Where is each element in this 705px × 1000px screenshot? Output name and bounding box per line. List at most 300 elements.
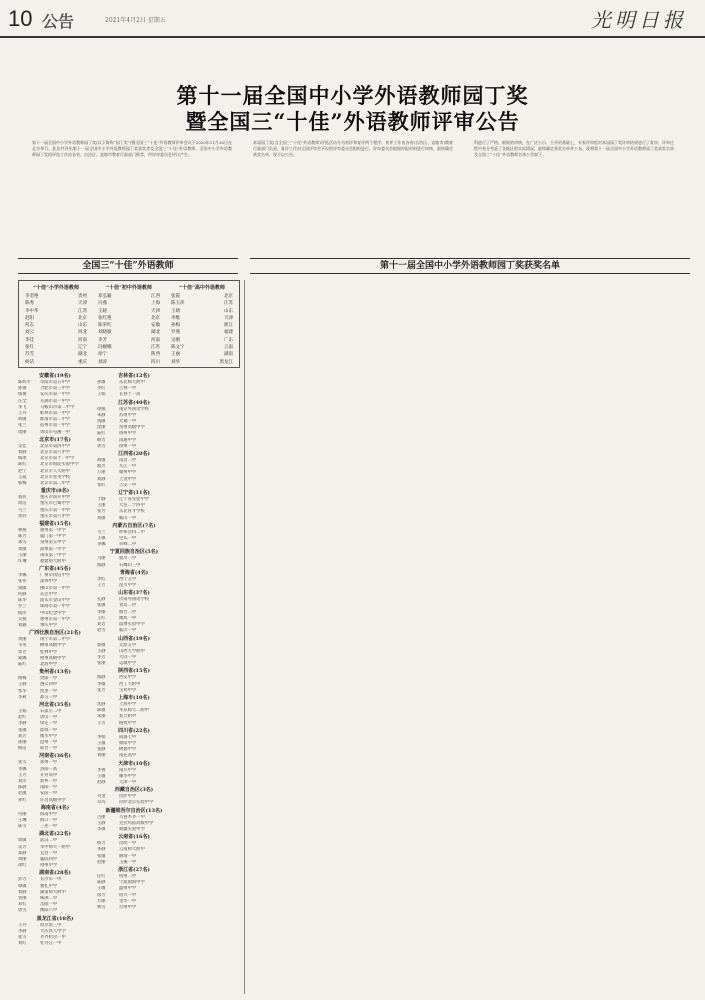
awardee-name: 李静 bbox=[18, 928, 27, 934]
awardee-name: 马丽 bbox=[97, 556, 106, 562]
awardee-name: 王丹 bbox=[18, 922, 27, 928]
awardee-school: 芜湖市第一中学 bbox=[40, 398, 71, 404]
awardee-name: 杨洋 bbox=[18, 610, 27, 616]
teacher-province: 安徽 bbox=[151, 323, 160, 329]
awardee-school: 安阳一中 bbox=[40, 791, 58, 797]
awardee-school: 梧州高级中学 bbox=[40, 655, 66, 661]
awardee-school: 重庆市第八中学 bbox=[40, 513, 71, 519]
awardee-name: 李娜 bbox=[97, 542, 106, 548]
awardee-name: 周丽 bbox=[18, 429, 27, 435]
issue-date: 2021年4月2日 星期五 bbox=[105, 17, 166, 24]
award-column bbox=[492, 372, 566, 994]
teacher-province: 河北 bbox=[78, 330, 87, 336]
headline-line-1: 第十一届全国中小学外语教师园丁奖 bbox=[176, 83, 529, 108]
awardee-name: 蒋雪 bbox=[97, 443, 106, 449]
awardee-school: 西宁五中 bbox=[119, 576, 137, 582]
shijia-entry bbox=[22, 359, 90, 366]
awardee-school: 长沙市一中 bbox=[40, 877, 62, 883]
awardee-name: 钱敏 bbox=[97, 419, 106, 425]
awardee-name: 王敏 bbox=[97, 886, 106, 892]
awardee-school: 佛山市第一中学 bbox=[40, 585, 71, 591]
awardee-school: 新疆实验中学 bbox=[119, 826, 145, 832]
award-column bbox=[571, 372, 645, 994]
awardee-school: 株洲二中 bbox=[40, 896, 58, 902]
awardee-school: 吉安一中 bbox=[119, 482, 137, 488]
teacher-province: 江苏 bbox=[224, 301, 233, 307]
awardee-school: 贵阳一中 bbox=[40, 676, 58, 682]
awardee-school: 沧州一中 bbox=[40, 739, 58, 745]
awardee-school: 南开中学 bbox=[119, 767, 137, 773]
awardee-name: 孔静 bbox=[97, 597, 106, 603]
shijia-entry bbox=[22, 300, 90, 307]
awardee-name: 杨洁 bbox=[18, 746, 27, 752]
province-heading: 宁夏回族自治区(5名) bbox=[109, 549, 159, 556]
awardee-school: 襄阳四中 bbox=[40, 857, 58, 862]
awardee-name: 汪全 bbox=[18, 398, 27, 404]
awardee-school: 北京市第八中学 bbox=[40, 450, 71, 456]
awardee-school: 福建师大附中 bbox=[40, 559, 66, 565]
province-heading: 江西省(20名) bbox=[118, 451, 150, 458]
awardee-school: 绍兴一中 bbox=[119, 892, 137, 898]
teacher-province: 北京 bbox=[78, 315, 87, 321]
teacher-name: 刘云 bbox=[25, 330, 34, 336]
awardee-school: 长春十一高 bbox=[119, 392, 141, 398]
awardee-school: 耀华中学 bbox=[119, 773, 137, 779]
awardee-school: 泉州第五中学 bbox=[40, 540, 66, 546]
awardee-name: 张芳 bbox=[97, 687, 106, 693]
teacher-province: 北京 bbox=[151, 315, 160, 321]
awardee-school: 银川一中 bbox=[119, 556, 137, 562]
awardee-name: 李丽 bbox=[97, 609, 106, 615]
awardee-school: 南阳一中 bbox=[40, 785, 58, 791]
teacher-name: 张红艳 bbox=[98, 315, 112, 321]
awardee-name: 张敏 bbox=[18, 727, 27, 733]
awardee-school: 北京市第十一中学 bbox=[40, 456, 75, 462]
awardee-school: 北海中学 bbox=[40, 661, 58, 667]
awardee-name: 王静 bbox=[97, 648, 106, 654]
awardee-school: 开封高中 bbox=[40, 772, 58, 778]
awardee-name: 孙俊 bbox=[18, 386, 27, 392]
shijia-entry bbox=[95, 359, 163, 366]
awardee-school: 遵义四中 bbox=[40, 682, 58, 688]
awardee-name: 赵红 bbox=[18, 715, 27, 721]
awardee-name: 邓红 bbox=[18, 902, 27, 908]
awardee-school: 中山纪念中学 bbox=[40, 610, 66, 616]
awardee-school: 杭州二中 bbox=[119, 873, 137, 879]
teacher-name: 刘涛 bbox=[98, 359, 107, 365]
awardee-name: 刘静 bbox=[97, 476, 106, 482]
province-heading: 河南省(36名) bbox=[39, 753, 71, 760]
awardee-name: 顾芳 bbox=[97, 437, 106, 443]
awardee-school: 曲靖一中 bbox=[119, 853, 137, 859]
teacher-province: 广东 bbox=[224, 337, 233, 343]
awardee-name: 韦英 bbox=[18, 643, 27, 649]
awardee-school: 北京市育英学校 bbox=[40, 474, 71, 480]
teacher-province: 天津 bbox=[151, 308, 160, 314]
awardee-name: 符丽 bbox=[18, 811, 27, 817]
awardee-school: 洛阳一高 bbox=[40, 766, 58, 772]
award-column bbox=[334, 372, 408, 994]
teacher-province: 黑龙江 bbox=[219, 359, 233, 365]
awardee-name: 陈静 bbox=[18, 785, 27, 791]
teacher-name: 陈荣红 bbox=[98, 323, 112, 329]
awardee-name: 梁敏 bbox=[18, 585, 27, 591]
awardee-name: 林燕 bbox=[18, 528, 27, 534]
teacher-name: 何志 bbox=[25, 323, 34, 329]
province-heading: 贵州省(13名) bbox=[39, 669, 71, 676]
awardee-name: 刘静 bbox=[18, 450, 27, 456]
awardee-name: 李敏 bbox=[97, 826, 106, 832]
awardee-school: 合肥市第三中学 bbox=[40, 386, 71, 392]
awardee-name: 郑静 bbox=[18, 850, 27, 856]
awardee-school: 宝鸡中学 bbox=[119, 687, 137, 693]
awardee-school: 北京市第二中学 bbox=[40, 481, 71, 487]
awardee-name: 王琳 bbox=[18, 817, 27, 823]
awardee-name: 李娜 bbox=[18, 573, 27, 579]
teacher-province: 湖南 bbox=[224, 352, 233, 358]
awardee-name: 胡敏 bbox=[18, 417, 27, 423]
shijia-entry bbox=[168, 308, 236, 315]
province-heading: 广东省(45名) bbox=[39, 566, 71, 573]
shijia-entry bbox=[95, 315, 163, 322]
awardee-name: 李静 bbox=[97, 847, 106, 853]
awardee-school: 上海中学 bbox=[119, 701, 137, 707]
awardee-name: 张丽 bbox=[97, 661, 106, 667]
awardee-name: 何静 bbox=[18, 591, 27, 597]
province-heading: 青海省(4名) bbox=[119, 569, 149, 576]
province-heading: 湖北省(22名) bbox=[39, 831, 71, 838]
intro-paragraph-1: 第十一届全国中小学外语教师园丁奖(以下简称“园丁奖”)暨全国三“十佳”外语教师评审会议于2020年11月26日在北京举行。此次共评出第十一届全国中小学外语教师园丁奖获奖者及全国三“十佳”外语教师。全国中小学外语教师园丁奖的评选工作由各省、自治区、直辖市教育行政部门推荐，经评审委员会评议产生。 bbox=[32, 140, 232, 157]
awardee-school: 福州第一中学 bbox=[40, 528, 66, 534]
awardee-name: 蒙娜 bbox=[18, 655, 27, 661]
awardee-name: 李飞 bbox=[18, 404, 27, 410]
awardee-name: 林雪 bbox=[97, 905, 106, 910]
shijia-entry bbox=[22, 315, 90, 322]
intro-paragraph-2: 本届园丁奖(含全国三“十佳”外语教师)评选活动分为初评和复评两个程序。初评工作由各省(自治区、直辖市)教育行政部门负责，复评工作由全国评审会下设的评审委员会组织进行。评审委员会根据申报材料进行审核，最终确定获奖名单，现予以公告。 bbox=[253, 140, 453, 157]
province-heading: 辽宁省(11名) bbox=[118, 490, 150, 497]
awardee-name: 郭敏 bbox=[97, 642, 106, 648]
teacher-province: 陕西 bbox=[151, 352, 160, 358]
awardee-school: 东北育才学校 bbox=[119, 509, 145, 515]
awardee-school: 宿州市第一中学 bbox=[40, 423, 71, 429]
teacher-name: 李佳 bbox=[25, 337, 34, 343]
teacher-name: 赵阳 bbox=[25, 315, 34, 321]
newspaper-logo: 光明日报 bbox=[591, 8, 687, 32]
province-heading: 广西壮族自治区(21名) bbox=[29, 630, 81, 637]
awardee-row bbox=[18, 941, 92, 947]
awardee-school: 昆明一中 bbox=[119, 841, 137, 847]
teacher-province: 江苏 bbox=[151, 345, 160, 351]
section-name: 公告 bbox=[42, 12, 75, 31]
awardee-school: 赣州中学 bbox=[119, 470, 137, 476]
awardee-name: 王敏 bbox=[97, 773, 106, 779]
teacher-name: 刘华 bbox=[171, 359, 180, 365]
awardee-name: 王芳 bbox=[18, 772, 27, 778]
awardee-school: 吉林一中 bbox=[119, 386, 137, 392]
awardee-school: 大同一中 bbox=[119, 654, 137, 660]
awardee-name: 任红 bbox=[97, 873, 106, 879]
shijia-entry bbox=[168, 344, 236, 351]
teacher-name: 王婧 bbox=[171, 308, 180, 314]
awardee-school: 淮南市第二中学 bbox=[40, 417, 71, 423]
province-heading: 吉林省(12名) bbox=[118, 373, 150, 379]
awardee-name: 韩梅 bbox=[18, 481, 27, 487]
teacher-name: 王丽 bbox=[171, 352, 180, 358]
awardee-school: 济南外国语学校 bbox=[119, 597, 150, 603]
awardee-school: 复旦附中 bbox=[119, 714, 137, 720]
awardee-school: 南京外国语学校 bbox=[119, 406, 150, 412]
awardee-name: 吴燕 bbox=[18, 616, 27, 622]
teacher-province: 江苏 bbox=[78, 308, 87, 314]
shijia-entry bbox=[22, 344, 90, 351]
awardee-name: 许琳 bbox=[18, 559, 27, 565]
awardee-school: 淄博实验中学 bbox=[119, 622, 145, 628]
shijia-column bbox=[22, 284, 90, 366]
awardee-name: 刘丽 bbox=[97, 753, 106, 759]
teacher-name: 罗燕 bbox=[171, 330, 180, 336]
awardee-name: 杨芳 bbox=[97, 841, 106, 847]
shijia-entry bbox=[95, 300, 163, 307]
awardee-school: 郑州一中 bbox=[40, 760, 58, 766]
teacher-province: 北京 bbox=[224, 294, 233, 299]
awardee-name: 马兰 bbox=[18, 507, 27, 513]
awardee-name: 张敏 bbox=[97, 853, 106, 859]
teacher-province: 云南 bbox=[224, 345, 233, 351]
teacher-name: 李芳 bbox=[98, 337, 107, 343]
awardee-name: 刘红 bbox=[18, 941, 27, 947]
shijia-column-heading: “十佳”高中外语教师 bbox=[179, 285, 225, 291]
awardee-name: 杨冰 bbox=[18, 456, 27, 462]
awardee-name: 邹红 bbox=[97, 482, 106, 488]
awardee-school: 东莞中学 bbox=[40, 591, 58, 597]
awardee-name: 李莉 bbox=[18, 694, 27, 700]
awardee-school: 凯里一中 bbox=[40, 688, 58, 694]
awardee-school: 湖南师大附中 bbox=[40, 889, 66, 895]
teacher-name: 陈文宁 bbox=[171, 345, 185, 351]
page-number: 10 bbox=[8, 6, 33, 31]
awardee-school: 辽宁省实验中学 bbox=[119, 497, 150, 503]
teacher-name: 刘晓敏 bbox=[98, 330, 112, 336]
awardee-school: 深圳中学 bbox=[40, 579, 58, 585]
awardee-name: 曾丽 bbox=[18, 896, 27, 902]
shijia-entry bbox=[95, 322, 163, 329]
awardee-school: 临沂一中 bbox=[119, 628, 137, 634]
awardee-name: 王芳 bbox=[97, 583, 106, 589]
awardee-name: 张敏 bbox=[97, 603, 106, 609]
shijia-entry bbox=[95, 351, 163, 358]
shijia-entry bbox=[95, 344, 163, 351]
awardee-school: 宜昌一中 bbox=[40, 850, 58, 856]
awardee-name: 谭敏 bbox=[18, 883, 27, 889]
province-heading: 云南省(16名) bbox=[118, 834, 150, 841]
awardee-name: 杨静 bbox=[97, 562, 106, 568]
shijia-entry bbox=[168, 351, 236, 358]
awardee-name: 李静 bbox=[18, 721, 27, 727]
awardee-school: 潍坊一中 bbox=[119, 615, 137, 621]
awardee-school: 黄山市屯溪一中 bbox=[40, 429, 71, 435]
awardee-name: 郑雪 bbox=[18, 540, 27, 546]
teacher-province: 四川 bbox=[151, 359, 160, 365]
awardee-name: 赵静 bbox=[97, 779, 106, 785]
awardee-school: 云南师大附中 bbox=[119, 847, 145, 853]
shijia-entry bbox=[95, 337, 163, 344]
teacher-name: 吴刚 bbox=[171, 337, 180, 343]
province-heading: 河北省(35名) bbox=[39, 701, 71, 708]
award-column bbox=[18, 372, 92, 994]
awardee-name: 徐燕 bbox=[97, 406, 106, 412]
awardee-school: 汕头市金山中学 bbox=[40, 598, 71, 604]
awardee-school: 唐山一中 bbox=[40, 715, 58, 721]
awardee-name: 陈静 bbox=[97, 880, 106, 886]
province-heading: 陕西省(15名) bbox=[118, 668, 150, 675]
awardee-school: 重庆市南开中学 bbox=[40, 495, 71, 501]
awardee-name: 李芳 bbox=[97, 654, 106, 660]
awardee-school: 海口一中 bbox=[40, 817, 58, 823]
awardee-name: 王芳 bbox=[97, 720, 106, 726]
awardee-school: 邯郸一中 bbox=[40, 727, 58, 733]
awardee-name: 徐芳 bbox=[97, 892, 106, 898]
province-heading: 新疆维吾尔自治区(13名) bbox=[105, 807, 163, 814]
awardee-name: 李倩 bbox=[97, 767, 106, 773]
awardee-school: 树德中学 bbox=[119, 747, 137, 753]
province-heading: 山东省(37名) bbox=[118, 590, 150, 597]
awardee-name: 徐红 bbox=[18, 863, 27, 869]
awardee-name: 彭芳 bbox=[18, 877, 27, 883]
awardee-school: 南昌二中 bbox=[119, 458, 137, 464]
awardee-name: 朱丽 bbox=[97, 714, 106, 720]
awardee-school: 拉萨中学 bbox=[119, 794, 137, 800]
province-heading: 浙江省(27名) bbox=[118, 866, 150, 873]
awardee-name: 胡敏 bbox=[97, 458, 106, 464]
awardee-school: 北京市海淀实验中学 bbox=[40, 462, 79, 468]
shijia-column-heading: “十佳”初中外语教师 bbox=[106, 285, 152, 291]
awardee-school: 惠州市第一中学 bbox=[40, 616, 71, 622]
awardee-name: 唐雪 bbox=[18, 908, 27, 914]
shijia-entry bbox=[168, 337, 236, 344]
awardee-school: 湟川中学 bbox=[119, 583, 137, 589]
awardee-name: 卓玛 bbox=[97, 800, 106, 806]
awardee-name: 方丽 bbox=[97, 898, 106, 904]
shijia-entry bbox=[168, 329, 236, 336]
awardee-name: 李红 bbox=[97, 576, 106, 582]
awardee-school: 新乡一中 bbox=[40, 778, 58, 784]
awardee-name: 李红 bbox=[97, 386, 106, 392]
awardee-name: 杨静 bbox=[97, 675, 106, 681]
headline-line-2: 暨全国三“十佳”外语教师评审公告 bbox=[185, 109, 520, 134]
province-heading: 山西省(19名) bbox=[118, 635, 150, 642]
awardee-name: 杨梅 bbox=[18, 676, 27, 682]
awardee-school: 北京市人大附中 bbox=[40, 468, 71, 474]
awardee-school: 蚌埠市第一中学 bbox=[40, 411, 71, 417]
awardee-name: 陈华 bbox=[18, 598, 27, 604]
awardee-school: 石嘴山三中 bbox=[119, 562, 141, 568]
awardee-name: 央金 bbox=[97, 794, 106, 800]
awardee-name: 陈雪 bbox=[18, 824, 27, 830]
teacher-province: 重庆 bbox=[78, 359, 87, 365]
awardee-name: 陈敏 bbox=[97, 708, 106, 714]
shijia-entry bbox=[22, 351, 90, 358]
awardee-school: 重庆市第一中学 bbox=[40, 507, 71, 513]
awardee-name: 黄玲 bbox=[18, 513, 27, 519]
awardee-name: 陆红 bbox=[18, 661, 27, 667]
awardee-school: 大连二十四中 bbox=[119, 503, 145, 509]
awardee-name: 赵敏 bbox=[18, 791, 27, 797]
awardee-school: 烟台二中 bbox=[119, 609, 137, 615]
province-heading: 北京市(17名) bbox=[39, 436, 71, 443]
awardee-school: 衡水中学 bbox=[40, 733, 58, 739]
awardee-name: 乌兰 bbox=[97, 529, 106, 535]
awardee-school: 阜阳市第五中学 bbox=[40, 380, 71, 385]
awardee-name: 张雪 bbox=[18, 935, 27, 941]
awardee-name: 刘静 bbox=[18, 889, 27, 895]
teacher-province: 河南 bbox=[151, 337, 160, 343]
awardee-school: 保定一中 bbox=[40, 721, 58, 727]
shijia-entry bbox=[22, 308, 90, 315]
teacher-name: 李维 bbox=[171, 315, 180, 321]
teacher-name: 陈秀 bbox=[25, 301, 34, 307]
awardee-school: 石家庄二中 bbox=[40, 708, 62, 714]
awardee-school: 武汉二中 bbox=[40, 838, 58, 844]
teacher-province: 山东 bbox=[224, 308, 233, 314]
province-heading: 湖南省(28名) bbox=[39, 870, 71, 877]
awardee-school: 莆田第一中学 bbox=[40, 552, 66, 558]
awardee-school: 牡丹江一中 bbox=[40, 941, 62, 947]
awardee-name: 张静 bbox=[97, 747, 106, 753]
awardee-name: 王敏 bbox=[97, 740, 106, 746]
awardee-name: 沈静 bbox=[97, 701, 106, 707]
shijia-column bbox=[95, 284, 163, 366]
awardee-name: 张伟 bbox=[18, 579, 27, 585]
shijia-entry bbox=[22, 329, 90, 336]
shijia-entry bbox=[168, 300, 236, 307]
awardee-school: 宁波镇海中学 bbox=[119, 880, 145, 886]
awardee-name: 刘芳 bbox=[97, 622, 106, 628]
awardee-school: 南充高中 bbox=[119, 753, 137, 759]
awardee-school: 格致中学 bbox=[119, 720, 137, 726]
intro-paragraph-3: 科进行了严格、细致的审核，在广泛公示、公开的基础上，专家评审组对本届园丁奖评审结果进行了复审，评审过程中充分考虑了各地区的实际情况，最终确定获奖名单并公布。现将第十一届全国中小学外语教师园丁奖获奖名单及全国三“十佳”外语教师名单公告如下。 bbox=[474, 140, 674, 157]
awards-section-header: 第十一届全国中小学外语教师园丁奖获奖名单 bbox=[250, 258, 690, 274]
teacher-name: 孙梅 bbox=[171, 323, 180, 329]
province-heading: 内蒙古自治区(7名) bbox=[112, 522, 156, 529]
award-column bbox=[413, 372, 487, 994]
awardee-name: 王丽 bbox=[18, 552, 27, 558]
awardee-name: 李娟 bbox=[97, 734, 106, 740]
teacher-name: 冯婉娜 bbox=[98, 345, 112, 351]
awardee-name: 刘亮 bbox=[18, 495, 27, 501]
awardee-name: 刘颖 bbox=[18, 622, 27, 628]
awardee-school: 苏州中学 bbox=[119, 412, 137, 418]
teacher-name: 陈玉萍 bbox=[171, 301, 185, 307]
teacher-province: 河南 bbox=[78, 337, 87, 343]
shijia-column bbox=[168, 284, 236, 366]
awardee-school: 马鞍山市第二中学 bbox=[40, 404, 75, 410]
shijia-entry bbox=[95, 293, 163, 300]
awardee-name: 赵丽 bbox=[97, 859, 106, 865]
awardee-school: 荆州中学 bbox=[40, 863, 58, 869]
awardee-name: 黄丽 bbox=[18, 857, 27, 862]
province-heading: 上海市(10名) bbox=[118, 694, 150, 701]
awardee-school: 赤峰二中 bbox=[119, 542, 137, 548]
awardee-name: 吴芳 bbox=[18, 844, 27, 850]
awardee-name: 王红 bbox=[97, 615, 106, 621]
awardee-school: 广州市执信中学 bbox=[40, 573, 71, 579]
teacher-province: 天津 bbox=[78, 301, 87, 307]
shijia-entry bbox=[95, 329, 163, 336]
awardee-school: 鞍山一中 bbox=[119, 515, 137, 521]
awardee-school: 无锡一中 bbox=[119, 419, 137, 425]
shijia-table bbox=[18, 280, 240, 368]
awardee-name: 王静 bbox=[18, 682, 27, 688]
